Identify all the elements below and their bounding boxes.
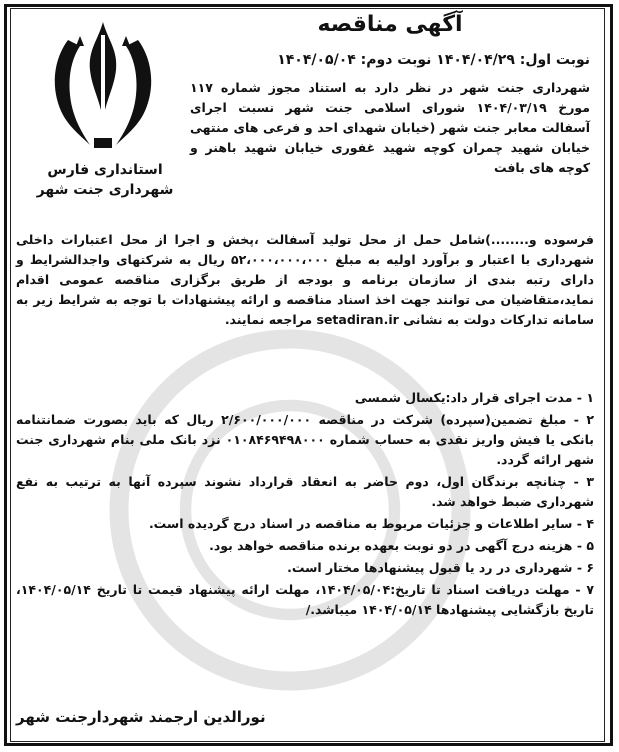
condition-item: ۲ - مبلغ تضمین(سپرده) شرکت در مناقصه ۲/۶۰۰/۰۰۰/۰۰۰ ریال که باید بصورت ضمانتنامه بانکی یا فیش واریز نقدی به حساب شماره ۰۱۰۸۴۶۹۴۹۸۰۰۰ نزد بانک ملی بنام شهرداری جنت شهر ارائه گردد. <box>16 412 594 467</box>
condition-item: ۴ - سایر اطلاعات و جزئیات مربوط به مناقصه در اسناد درج گردیده است. <box>148 516 594 531</box>
setadiran-link[interactable]: setadiran.ir <box>316 312 399 327</box>
publication-dates: نوبت اول: ۱۴۰۴/۰۴/۲۹ نوبت دوم: ۱۴۰۴/۰۵/۰۴ <box>277 52 590 68</box>
iran-emblem-icon <box>28 10 178 160</box>
office-line-province: استانداری فارس <box>47 162 163 178</box>
condition-item: ۳ - چنانچه برندگان اول، دوم حاضر به انعقاد قرارداد نشوند سپرده آنها به ترتیب به نفع شهرداری ضبط خواهد شد. <box>16 474 594 509</box>
signature: نورالدین ارجمند شهردارجنت شهر <box>16 708 266 726</box>
condition-item: ۶ - شهرداری در رد یا قبول پیشنهادها مختار است. <box>287 560 594 575</box>
condition-item: ۵ - هزینه درج آگهی در دو نوبت بعهده برنده مناقصه خواهد بود. <box>209 538 594 553</box>
intro-text: فرسوده و........)شامل حمل از محل تولید آسفالت ،پخش و اجرا از محل اعتبارات داخلی شهرداری با اعتبار و برآورد اولیه به مبلغ ۵۲،۰۰۰،۰۰۰،۰۰۰ ریال به شرکتهای واجدالشرایط و دارای رتبه بندی از سازمان برنامه و بودجه از طریق برگزاری مناقصه عمومی اقدام نماید،متقاضیان می توانند جهت اخذ اسناد مناقصه و ارائه پیشنهادات با توجه به شرایط زیر به سامانه تدارکات دولت به نشانی <box>16 232 595 327</box>
office-line-municipality: شهرداری جنت شهر <box>36 182 174 198</box>
condition-item: ۱ - مدت اجرای قرار داد:یکسال شمسی <box>354 390 594 405</box>
conditions-list <box>16 388 594 622</box>
issuer-block <box>20 160 190 200</box>
condition-item: ۷ - مهلت دریافت اسناد تا تاریخ:۱۴۰۴/۰۵/۰۴، مهلت ارائه پیشنهاد قیمت تا تاریخ ۱۴۰۴/۰۵/۱۴، تاریخ بازگشایی پیشنهادها ۱۴۰۴/۰۵/۱۴ میباشد./ <box>16 582 595 617</box>
notice-title: آگهی مناقصه <box>317 12 463 37</box>
intro-tail-text: مراجعه نمایند. <box>224 312 313 327</box>
intro-paragraph-continued <box>16 230 594 330</box>
intro-paragraph-top: شهرداری جنت شهر در نظر دارد به استناد مجوز شماره ۱۱۷ مورخ ۱۴۰۴/۰۳/۱۹ شورای اسلامی جنت شهر نسبت اجرای آسفالت معابر جنت شهر (خیابان شهدای احد و فرعی های منتهی خیابان شهید چمران کوچه شهید غفوری خیابان شهید باهنر و کوچه های بافت <box>190 80 591 175</box>
